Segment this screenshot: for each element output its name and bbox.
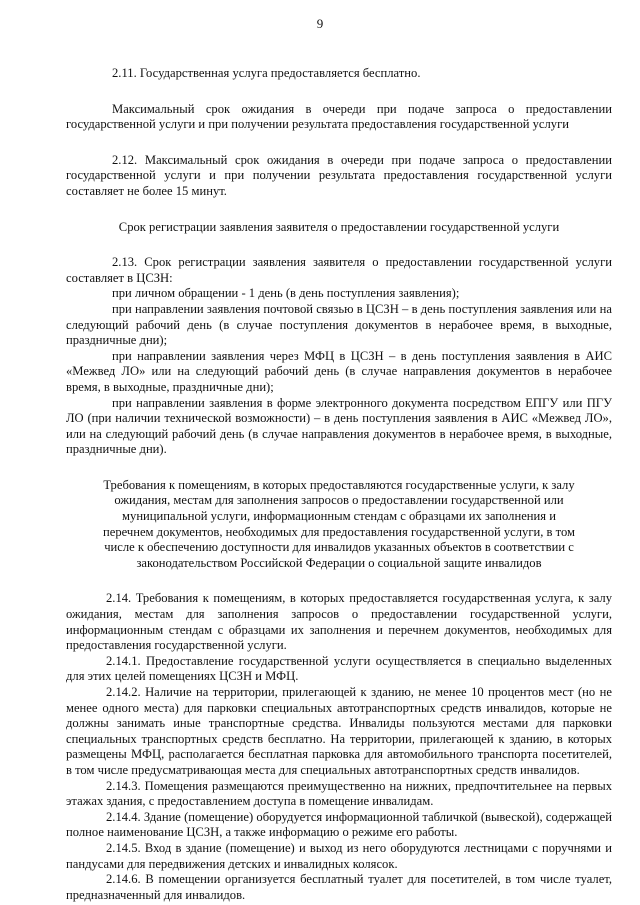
paragraph-2-14-1: 2.14.1. Предоставление государственной услуги осуществляется в специально выделенных для этих целей помещениях ЦСЗН и МФЦ. <box>66 653 612 684</box>
paragraph-2-13-post: при направлении заявления почтовой связью в ЦСЗН – в день поступления заявления или на следующий рабочий день (в случае поступления документов в нерабочее время, в выходные, праздничные дни); <box>66 301 612 348</box>
paragraph-2-13-mfc: при направлении заявления через МФЦ в ЦСЗН – в день поступления заявления в АИС «Межвед ЛО» или на следующий рабочий день (в случае направления документов в нерабочее время, в выходные, праздничные дни); <box>66 348 612 394</box>
paragraph-2-14-5: 2.14.5. Вход в здание (помещение) и выход из него оборудуются лестницами с поручнями и пандусами для передвижения детских и инвалидных колясок. <box>66 840 612 871</box>
paragraph-2-14-4: 2.14.4. Здание (помещение) оборудуется информационной табличкой (вывеской), содержащей полное наименование ЦСЗН, а также информацию о режиме его работы. <box>66 809 612 840</box>
paragraph-2-13-personal: при личном обращении - 1 день (в день поступления заявления); <box>112 286 460 301</box>
section-heading-requirements: Требования к помещениям, в которых предоставляются государственные услуги, к залу ожидания, местам для заполнения запросов о предоставлении государственной или муниципальной услуги, информационным стендам с образцами их заполнения и перечнем документов, необходимых для предоставления государственной услуги, в том числе к обеспечению доступности для инвалидов указанных объектов в соответствии с законодательством Российской Федерации о социальной защите инвалидов <box>102 477 576 570</box>
document-body <box>66 66 612 903</box>
paragraph-2-11: 2.11. Государственная услуга предоставляется бесплатно. <box>112 66 421 80</box>
paragraph-2-14: 2.14. Требования к помещениям, в которых предоставляется государственная услуга, к залу ожидания, местам для заполнения запросов о предоставлении государственной услуги, информационным стендам с образцами их заполнения и перечнем документов, необходимых для предоставления государственной услуги. <box>66 591 612 653</box>
paragraph-2-13: 2.13. Срок регистрации заявления заявителя о предоставлении государственной услуги составляет в ЦСЗН: <box>66 255 612 285</box>
paragraph-max-wait-heading: Максимальный срок ожидания в очереди при подаче запроса о предоставлении государственной услуги и при получении результата предоставления государственной услуги <box>66 101 612 132</box>
paragraph-2-12: 2.12. Максимальный срок ожидания в очереди при подаче запроса о предоставлении государственной услуги и при получении результата предоставления государственной услуги составляет не более 15 минут. <box>66 152 612 198</box>
section-heading-registration: Срок регистрации заявления заявителя о предоставлении государственной услуги <box>118 219 560 234</box>
paragraph-2-14-3: 2.14.3. Помещения размещаются преимущественно на нижних, предпочтительнее на первых этажах здания, с предоставлением доступа в помещение инвалидам. <box>66 778 612 809</box>
page-number: 9 <box>316 16 324 31</box>
paragraph-2-14-2: 2.14.2. Наличие на территории, прилегающей к зданию, не менее 10 процентов мест (но не менее одного места) для парковки специальных автотранспортных средств инвалидов, которые не должны занимать иные транспортные средства. Инвалиды пользуются местами для парковки специальных транспортных средств бесплатно. На территории, прилегающей к зданию, в которых размещены МФЦ, располагается бесплатная парковка для автомобильного транспорта посетителей, в том числе предусматривающая места для специальных автотранспортных средств инвалидов. <box>66 685 612 777</box>
paragraph-2-14-6: 2.14.6. В помещении организуется бесплатный туалет для посетителей, в том числе туалет, предназначенный для инвалидов. <box>66 872 612 902</box>
paragraph-2-13-electronic: при направлении заявления в форме электронного документа посредством ЕПГУ или ПГУ ЛО (при наличии технической возможности) – в день поступления заявления в АИС «Межвед ЛО», или на следующий рабочий день (в случае направления документов в нерабочее время, в выходные, праздничные дни). <box>66 395 612 457</box>
